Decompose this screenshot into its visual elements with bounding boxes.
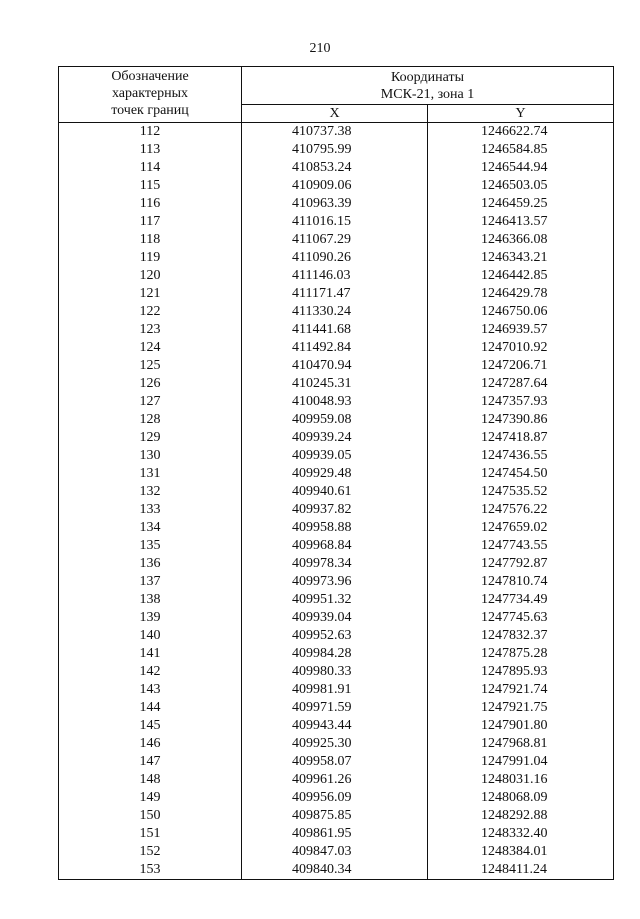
- point-number-cell: 139: [59, 609, 242, 627]
- page-number: 210: [309, 41, 331, 56]
- table-row: [59, 123, 614, 142]
- y-coordinate-cell: 1247436.55: [428, 447, 614, 465]
- x-coordinate-cell: 409978.34: [242, 555, 428, 573]
- table-row: [59, 699, 614, 717]
- x-coordinate-cell: 409925.30: [242, 735, 428, 753]
- point-number-cell: 116: [59, 195, 242, 213]
- y-coordinate-cell: 1247921.75: [428, 699, 614, 717]
- x-coordinate-cell: 409939.24: [242, 429, 428, 447]
- x-coordinate-cell: 410909.06: [242, 177, 428, 195]
- y-coordinate-cell: 1247010.92: [428, 339, 614, 357]
- y-coordinate-cell: 1247875.28: [428, 645, 614, 663]
- point-number-cell: 151: [59, 825, 242, 843]
- point-number-cell: 113: [59, 141, 242, 159]
- table-row: [59, 537, 614, 555]
- point-number-cell: 150: [59, 807, 242, 825]
- y-coordinate-cell: 1246622.74: [428, 123, 614, 142]
- table-row: [59, 789, 614, 807]
- x-coordinate-cell: 409937.82: [242, 501, 428, 519]
- y-coordinate-cell: 1247832.37: [428, 627, 614, 645]
- x-coordinate-cell: 409875.85: [242, 807, 428, 825]
- point-number-cell: 147: [59, 753, 242, 771]
- table-row: [59, 285, 614, 303]
- table-row: [59, 393, 614, 411]
- table-row: [59, 861, 614, 880]
- y-coordinate-cell: 1246939.57: [428, 321, 614, 339]
- x-coordinate-cell: 409959.08: [242, 411, 428, 429]
- point-number-cell: 132: [59, 483, 242, 501]
- header-y: Y: [428, 105, 614, 123]
- point-number-cell: 136: [59, 555, 242, 573]
- x-coordinate-cell: 409929.48: [242, 465, 428, 483]
- x-coordinate-cell: 410245.31: [242, 375, 428, 393]
- table-row: [59, 231, 614, 249]
- y-coordinate-cell: 1247659.02: [428, 519, 614, 537]
- table-row: [59, 411, 614, 429]
- y-coordinate-cell: 1246429.78: [428, 285, 614, 303]
- point-number-cell: 124: [59, 339, 242, 357]
- point-number-cell: 141: [59, 645, 242, 663]
- point-number-cell: 152: [59, 843, 242, 861]
- y-coordinate-cell: 1246584.85: [428, 141, 614, 159]
- y-coordinate-cell: 1247535.52: [428, 483, 614, 501]
- x-coordinate-cell: 409940.61: [242, 483, 428, 501]
- table-row: [59, 771, 614, 789]
- table-row: [59, 303, 614, 321]
- x-coordinate-cell: 411441.68: [242, 321, 428, 339]
- x-coordinate-cell: 410963.39: [242, 195, 428, 213]
- y-coordinate-cell: 1247895.93: [428, 663, 614, 681]
- table-header: [59, 67, 614, 123]
- table-row: [59, 447, 614, 465]
- point-number-cell: 122: [59, 303, 242, 321]
- table-row: [59, 843, 614, 861]
- header-point-line-1: Обозначение: [111, 69, 189, 84]
- x-coordinate-cell: 409952.63: [242, 627, 428, 645]
- y-coordinate-cell: 1247418.87: [428, 429, 614, 447]
- y-coordinate-cell: 1246503.05: [428, 177, 614, 195]
- y-coordinate-cell: 1246413.57: [428, 213, 614, 231]
- x-coordinate-cell: 409840.34: [242, 861, 428, 880]
- point-number-cell: 149: [59, 789, 242, 807]
- point-number-cell: 125: [59, 357, 242, 375]
- point-number-cell: 131: [59, 465, 242, 483]
- table-row: [59, 177, 614, 195]
- point-number-cell: 119: [59, 249, 242, 267]
- header-coords-line-2: МСК-21, зона 1: [380, 86, 475, 102]
- point-number-cell: 138: [59, 591, 242, 609]
- table-row: [59, 375, 614, 393]
- table-row: [59, 357, 614, 375]
- y-coordinate-cell: 1247734.49: [428, 591, 614, 609]
- point-number-cell: 129: [59, 429, 242, 447]
- point-number-cell: 121: [59, 285, 242, 303]
- table-row: [59, 555, 614, 573]
- point-number-cell: 117: [59, 213, 242, 231]
- y-coordinate-cell: 1247287.64: [428, 375, 614, 393]
- x-coordinate-cell: 409943.44: [242, 717, 428, 735]
- table-row: [59, 807, 614, 825]
- table-row: [59, 249, 614, 267]
- y-coordinate-cell: 1247968.81: [428, 735, 614, 753]
- point-number-cell: 153: [59, 861, 242, 880]
- y-coordinate-cell: 1247390.86: [428, 411, 614, 429]
- point-number-cell: 112: [59, 123, 242, 142]
- point-number-cell: 137: [59, 573, 242, 591]
- x-coordinate-cell: 409939.04: [242, 609, 428, 627]
- table-row: [59, 735, 614, 753]
- table-body: [59, 123, 614, 880]
- point-number-cell: 127: [59, 393, 242, 411]
- x-coordinate-cell: 411067.29: [242, 231, 428, 249]
- x-coordinate-cell: 409958.88: [242, 519, 428, 537]
- point-number-cell: 142: [59, 663, 242, 681]
- x-coordinate-cell: 411492.84: [242, 339, 428, 357]
- y-coordinate-cell: 1247743.55: [428, 537, 614, 555]
- x-coordinate-cell: 410470.94: [242, 357, 428, 375]
- point-number-cell: 130: [59, 447, 242, 465]
- header-point-line-3: точек границ: [111, 103, 189, 118]
- y-coordinate-cell: 1247991.04: [428, 753, 614, 771]
- table-row: [59, 573, 614, 591]
- y-coordinate-cell: 1247206.71: [428, 357, 614, 375]
- x-coordinate-cell: 411171.47: [242, 285, 428, 303]
- table-row: [59, 825, 614, 843]
- y-coordinate-cell: 1246459.25: [428, 195, 614, 213]
- x-coordinate-cell: 411330.24: [242, 303, 428, 321]
- point-number-cell: 118: [59, 231, 242, 249]
- table-row: [59, 519, 614, 537]
- table-row: [59, 591, 614, 609]
- x-coordinate-cell: 409968.84: [242, 537, 428, 555]
- header-coords-line-1: Координаты: [391, 69, 464, 85]
- table-row: [59, 483, 614, 501]
- table-row: [59, 195, 614, 213]
- point-number-cell: 146: [59, 735, 242, 753]
- y-coordinate-cell: 1247810.74: [428, 573, 614, 591]
- y-coordinate-cell: 1247792.87: [428, 555, 614, 573]
- table-row: [59, 429, 614, 447]
- y-coordinate-cell: 1246544.94: [428, 159, 614, 177]
- table-row: [59, 465, 614, 483]
- x-coordinate-cell: 410853.24: [242, 159, 428, 177]
- point-number-cell: 144: [59, 699, 242, 717]
- x-coordinate-cell: 410737.38: [242, 123, 428, 142]
- y-coordinate-cell: 1248332.40: [428, 825, 614, 843]
- y-coordinate-cell: 1246343.21: [428, 249, 614, 267]
- point-number-cell: 145: [59, 717, 242, 735]
- y-coordinate-cell: 1247901.80: [428, 717, 614, 735]
- y-coordinate-cell: 1247921.74: [428, 681, 614, 699]
- point-number-cell: 135: [59, 537, 242, 555]
- table-row: [59, 159, 614, 177]
- header-coordinates: [242, 67, 614, 105]
- table-row: [59, 141, 614, 159]
- y-coordinate-cell: 1247454.50: [428, 465, 614, 483]
- x-coordinate-cell: 409973.96: [242, 573, 428, 591]
- x-coordinate-cell: 409971.59: [242, 699, 428, 717]
- table-row: [59, 339, 614, 357]
- x-coordinate-cell: 409961.26: [242, 771, 428, 789]
- point-number-cell: 115: [59, 177, 242, 195]
- x-coordinate-cell: 411016.15: [242, 213, 428, 231]
- header-x: X: [242, 105, 428, 123]
- y-coordinate-cell: 1248068.09: [428, 789, 614, 807]
- table-row: [59, 663, 614, 681]
- y-coordinate-cell: 1248411.24: [428, 861, 614, 880]
- x-coordinate-cell: 411090.26: [242, 249, 428, 267]
- y-coordinate-cell: 1248031.16: [428, 771, 614, 789]
- x-coordinate-cell: 409951.32: [242, 591, 428, 609]
- point-number-cell: 126: [59, 375, 242, 393]
- point-number-cell: 114: [59, 159, 242, 177]
- header-boundary-points: [59, 67, 242, 123]
- table-row: [59, 321, 614, 339]
- x-coordinate-cell: 410048.93: [242, 393, 428, 411]
- point-number-cell: 143: [59, 681, 242, 699]
- x-coordinate-cell: 409958.07: [242, 753, 428, 771]
- table-row: [59, 753, 614, 771]
- y-coordinate-cell: 1247745.63: [428, 609, 614, 627]
- table-row: [59, 213, 614, 231]
- x-coordinate-cell: 409956.09: [242, 789, 428, 807]
- table-row: [59, 609, 614, 627]
- table-row: [59, 645, 614, 663]
- y-coordinate-cell: 1247576.22: [428, 501, 614, 519]
- table-row: [59, 627, 614, 645]
- x-coordinate-cell: 409847.03: [242, 843, 428, 861]
- header-point-line-2: характерных: [111, 86, 189, 101]
- point-number-cell: 123: [59, 321, 242, 339]
- y-coordinate-cell: 1248292.88: [428, 807, 614, 825]
- point-number-cell: 134: [59, 519, 242, 537]
- y-coordinate-cell: 1246750.06: [428, 303, 614, 321]
- x-coordinate-cell: 411146.03: [242, 267, 428, 285]
- y-coordinate-cell: 1248384.01: [428, 843, 614, 861]
- x-coordinate-cell: 410795.99: [242, 141, 428, 159]
- point-number-cell: 148: [59, 771, 242, 789]
- point-number-cell: 140: [59, 627, 242, 645]
- x-coordinate-cell: 409939.05: [242, 447, 428, 465]
- y-coordinate-cell: 1246442.85: [428, 267, 614, 285]
- point-number-cell: 128: [59, 411, 242, 429]
- x-coordinate-cell: 409984.28: [242, 645, 428, 663]
- x-coordinate-cell: 409980.33: [242, 663, 428, 681]
- y-coordinate-cell: 1246366.08: [428, 231, 614, 249]
- point-number-cell: 120: [59, 267, 242, 285]
- x-coordinate-cell: 409861.95: [242, 825, 428, 843]
- point-number-cell: 133: [59, 501, 242, 519]
- table-row: [59, 681, 614, 699]
- table-row: [59, 717, 614, 735]
- y-coordinate-cell: 1247357.93: [428, 393, 614, 411]
- table-row: [59, 267, 614, 285]
- x-coordinate-cell: 409981.91: [242, 681, 428, 699]
- table-row: [59, 501, 614, 519]
- coordinates-table: [58, 66, 614, 880]
